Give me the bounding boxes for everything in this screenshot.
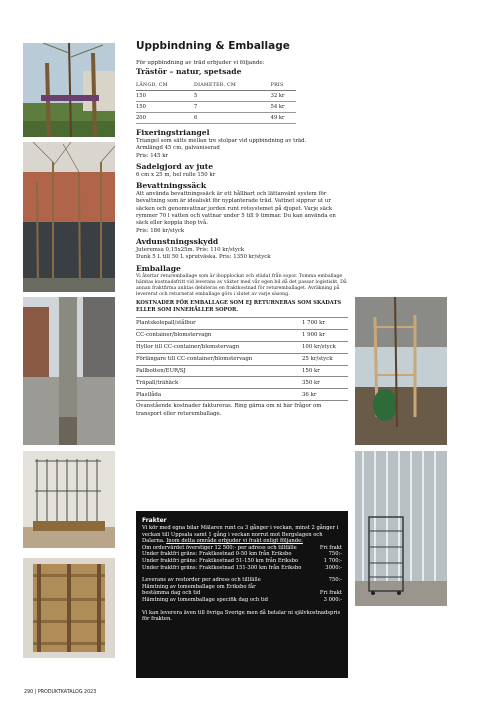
bevattning-heading: Bevattningssäck	[136, 181, 207, 191]
emballage-text: Vi återtar returemballage som är ihopplockat och städat från sopor. Tomma emballage hämtas kostnadsfritt vid leverans av växter med vår egen bil då det passar logistiskt. Då annan fraktfirma anlitas debiteras en fraktkostnad för returemballaget. Avräkning på levererat och returnerat emballage görs i slutet av varje säsong.	[136, 273, 347, 298]
page-footer: 290 | PRODUKTKATALOG 2023	[24, 690, 97, 695]
cell: Förlängare till CC-container/blomstervagn	[136, 353, 302, 365]
table-row	[136, 113, 296, 124]
frakter-closing: Vi kan leverera även till övriga Sverige men då betalar ni självkostnadspris för frakten.	[142, 609, 341, 623]
frakt-value: 3000:-	[325, 564, 342, 571]
frakter-heading: Frakter	[142, 517, 167, 524]
table-row	[136, 365, 348, 377]
frakt-value: 1 700:-	[323, 557, 342, 564]
table-row	[136, 317, 348, 329]
frakt-row	[142, 577, 342, 584]
frakt-label: Hämtning av tomemballage specifik dag och tid	[142, 596, 268, 603]
cell: CC-container/blomstervagn	[136, 329, 302, 341]
photo-trees-brick-wall	[23, 142, 115, 292]
cell: 54 kr	[271, 102, 296, 113]
cell: 350 kr	[302, 377, 348, 389]
emballage-cost-table	[136, 317, 348, 401]
col-diameter: DIAMETER, CM	[194, 82, 271, 91]
fixering-line: Triangel som sätts mellan tre stolpar vid uppbindning av träd.	[136, 138, 307, 144]
avdunstning-line: Juteremsa 0,15x25m. Pris: 110 kr/styck	[136, 246, 245, 253]
frakt-value: Fri frakt	[319, 544, 342, 551]
cell: 36 kr	[302, 389, 348, 401]
cell: 6	[194, 113, 271, 124]
cell: 150 kr	[302, 365, 348, 377]
frakter-text-underlined: Inom detta område erbjuder vi frakt enligt följande:	[166, 538, 303, 545]
bevattning-text: Att använda bevattningssäck är ett hållbart och lättanvänt system för bevattning som är idealiskt för nyplanterade träd. Vattnet sipprar ut ur säcken och genomvattnar jorden runt rotsystemet på djupet. Varje säck rymmer 70 l vatten och vattnar under 5 till 9 timmar. Du kan använda en säck eller koppla ihop två.	[136, 191, 336, 227]
frakt-label: Leverans av restorder per adress och tillfälle	[142, 577, 261, 584]
table-row	[136, 329, 348, 341]
fixering-line: Armlängd 45 cm, galvaniserad	[136, 145, 220, 152]
table-row	[136, 377, 348, 389]
intro-text: För uppbindning av träd erbjuder vi följande:	[136, 60, 265, 66]
frakter-text: Vi kör med egna bilar Mälaren runt ca 3 gånger i veckan, minst 2 gånger i veckan till Uppsala samt 1 gång i veckan norrut mot Bergslagen och Dalarna.	[142, 525, 339, 545]
frakt-row	[142, 597, 342, 604]
table-row	[136, 91, 296, 102]
main-column	[136, 40, 348, 418]
cell: 49 kr	[271, 113, 296, 124]
cell: 32 kr	[271, 91, 296, 102]
bevattning-price: Pris: 186 kr/styck	[136, 227, 185, 234]
cell: 150	[136, 102, 194, 113]
photo-tree-staked-street	[23, 43, 115, 137]
cell: Pallbotten/EUR/SJ	[136, 365, 302, 377]
frakt-row	[142, 590, 342, 597]
table-row	[136, 102, 296, 113]
frakt-row	[142, 584, 342, 591]
cell: 7	[194, 102, 271, 113]
cell: 150	[136, 91, 194, 102]
cell: Hyllor till CC-container/blomstervagn	[136, 341, 302, 353]
avdunstning-line: Dunk 5 L till 50 L sprutväska. Pris: 1350 kr/styck	[136, 254, 271, 261]
sadelgjord-heading: Sadelgjord av jute	[136, 161, 214, 171]
frakt-label: Hämtning av tomemballage om Eriksbo får	[142, 583, 256, 590]
frakt-value: Fri frakt	[319, 590, 342, 597]
cell: 25 kr/styck	[302, 353, 348, 365]
table-row	[136, 341, 348, 353]
cell: Träpall/trähäck	[136, 377, 302, 389]
emballage-after-text: Ovanstående kostnader faktureras. Ring gärna om ni har frågor om transport eller returemballage.	[136, 403, 322, 417]
frakt-label: Om ordervärdet överstiger 12 500:- per adress och tillfälle	[142, 544, 297, 551]
emballage-caps: KOSTNADER FÖR EMBALLAGE SOM EJ RETURNERAS SOM SKADATS ELLER SOM INNEHÅLLER SOPOR.	[136, 300, 342, 314]
frakt-row	[142, 551, 342, 558]
frakt-label: bestämma dag och tid	[142, 590, 201, 597]
col-price: PRIS	[271, 82, 296, 91]
fixering-heading: Fixeringstriangel	[136, 128, 210, 137]
photo-irrigation-bag-tree	[355, 297, 447, 445]
fixering-price: Pris: 145 kr	[136, 152, 169, 159]
cell: 5	[194, 91, 271, 102]
sadelgjord-text: 6 cm x 25 m, hel rulle 150 kr	[136, 171, 216, 178]
frakt-label: Under fraktfri gräns: Fraktkostnad 151-300 km från Eriksbo	[142, 564, 302, 571]
frakt-label: Under fraktfri gräns: Fraktkostnad 51-150 km från Eriksbo	[142, 557, 299, 564]
emballage-heading: Emballage	[136, 263, 181, 273]
cell: 1 700 kr	[302, 317, 348, 329]
photo-tree-urban-street	[23, 297, 115, 445]
table-row	[136, 353, 348, 365]
frakt-label: Under fraktfri gräns: Fraktkostnad 0-50 km från Eriksbo	[142, 551, 292, 558]
frakter-box	[136, 511, 348, 678]
avdunstning-heading: Avdunstningsskydd	[136, 236, 219, 246]
frakt-value: 750:-	[328, 577, 342, 584]
photo-wooden-crates	[23, 558, 115, 658]
cell: 1 900 kr	[302, 329, 348, 341]
cell: Plantskolepall/stålbur	[136, 317, 302, 329]
table-row	[136, 389, 348, 401]
photo-cc-container	[355, 451, 447, 606]
trastor-heading: Trästör – natur, spetsade	[136, 67, 242, 76]
page-title: Uppbindning & Emballage	[136, 40, 290, 52]
cell: 100 kr/styck	[302, 341, 348, 353]
frakt-value: 750:-	[328, 551, 342, 558]
cell: Plastlåda	[136, 389, 302, 401]
frakt-row	[142, 558, 342, 565]
photo-steel-cage-pallet	[23, 451, 115, 548]
frakt-row	[142, 565, 342, 572]
col-length: LÄNGD, CM	[136, 82, 194, 91]
trastor-table	[136, 82, 296, 124]
frakt-value: 3 000:-	[323, 596, 342, 603]
cell: 200	[136, 113, 194, 124]
